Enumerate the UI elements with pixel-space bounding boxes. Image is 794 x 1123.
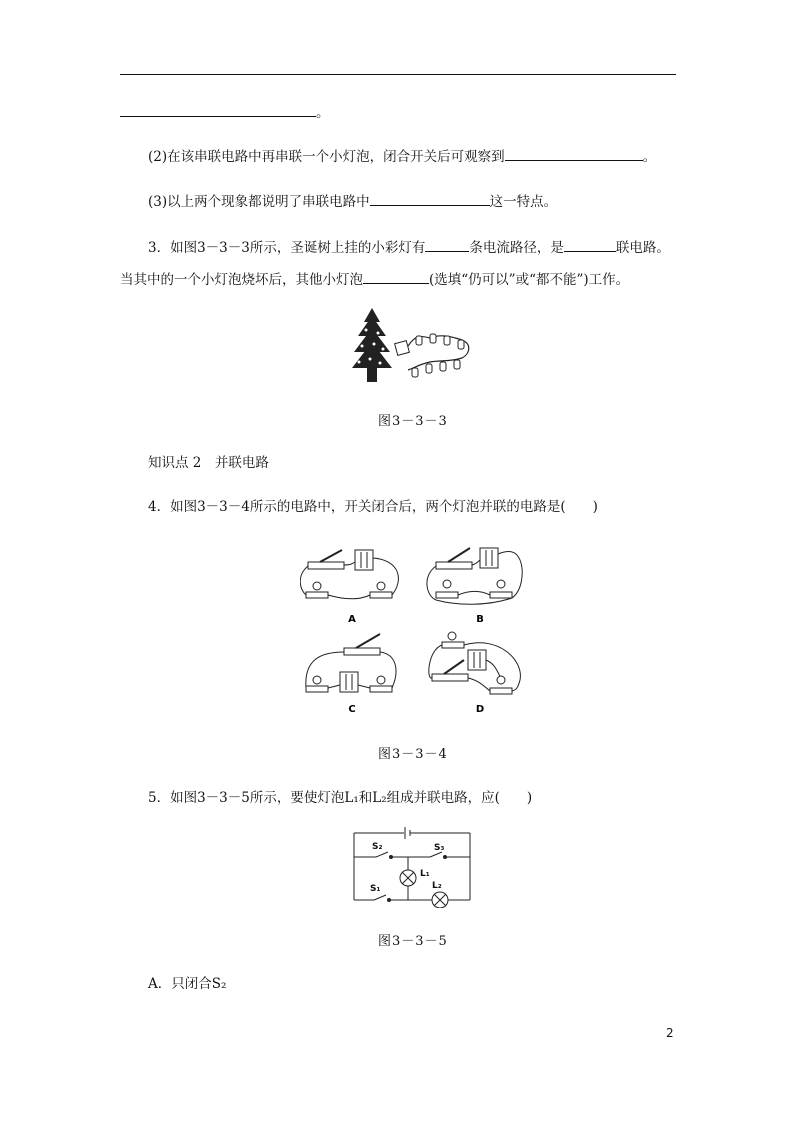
q2-item3: (3)以上两个现象都说明了串联电路中 这一特点。 xyxy=(148,191,557,212)
q5-text: 5．如图3－3－5所示，要使灯泡L₁和L₂组成并联电路，应( ) xyxy=(148,790,533,806)
answer-blank[interactable] xyxy=(505,146,643,161)
figure-caption-3-3-5: 图3－3－5 xyxy=(378,934,448,949)
answer-blank[interactable] xyxy=(370,191,490,206)
q5-option-a[interactable]: A．只闭合S₂ xyxy=(148,976,227,992)
answer-blank[interactable] xyxy=(564,237,616,252)
figure-caption-3-3-3: 图3－3－3 xyxy=(378,414,448,429)
section-title-parallel-circuit: 知识点 2 并联电路 xyxy=(148,455,269,471)
lamp-l1-label: L₁ xyxy=(420,869,430,879)
answer-blank[interactable] xyxy=(425,237,469,252)
answer-blank[interactable] xyxy=(120,102,316,117)
circuit-option-b[interactable] xyxy=(427,548,522,625)
q3-line1: 3．如图3－3－3所示，圣诞树上挂的小彩灯有 条电流路径，是 联电路。 xyxy=(148,237,670,258)
page-number: 2 xyxy=(666,1026,674,1040)
top-rule xyxy=(120,74,676,75)
option-a-label: A xyxy=(348,614,356,625)
tree-icon xyxy=(352,308,392,382)
figure-circuit-schematic xyxy=(348,824,476,908)
figure-circuit-options xyxy=(300,540,530,720)
figure-christmas-tree-lights xyxy=(350,306,480,386)
option-d-label: D xyxy=(475,704,485,715)
q3-line2: 当其中的一个小灯泡烧坏后，其他小灯泡 (选填“仍可以”或“都不能”)工作。 xyxy=(120,269,629,290)
switch-s1-label: S₁ xyxy=(370,884,381,894)
circuit-option-d[interactable] xyxy=(429,632,521,715)
answer-blank[interactable] xyxy=(363,269,429,284)
q2-item2: (2)在该串联电路中再串联一个小灯泡，闭合开关后可观察到 。 xyxy=(148,146,656,167)
option-c-label: C xyxy=(348,704,356,715)
option-b-label: B xyxy=(476,614,484,625)
light-string xyxy=(395,334,469,377)
q2-item1-answer-line: 。 xyxy=(120,102,330,123)
q4-text: 4．如图3－3－4所示的电路中，开关闭合后，两个灯泡并联的电路是( ) xyxy=(148,499,598,515)
switch-s3-label: S₃ xyxy=(434,843,445,853)
switch-s2-label: S₂ xyxy=(372,842,383,852)
circuit-option-c[interactable] xyxy=(306,634,396,715)
circuit-option-a[interactable] xyxy=(300,550,398,625)
figure-caption-3-3-4: 图3－3－4 xyxy=(378,747,448,762)
lamp-l2-label: L₂ xyxy=(432,881,442,891)
